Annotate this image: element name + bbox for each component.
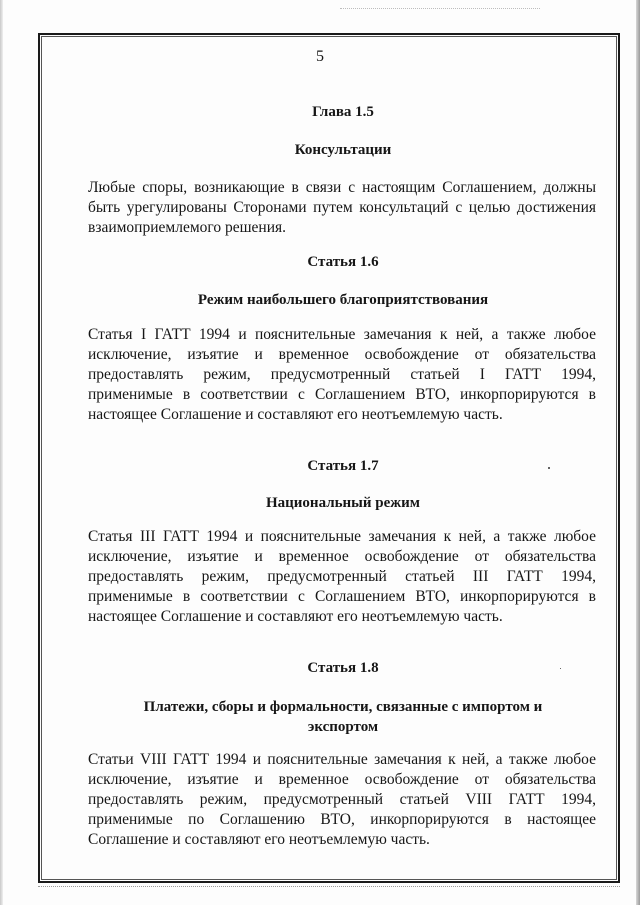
paragraph-line: Статья III ГАТТ 1994 и пояснительные замечания к ней, а также любое xyxy=(88,528,596,545)
paragraph-line: применимые по Соглашению ВТО, инкорпорируются в настоящее xyxy=(88,811,596,828)
section-subheading xyxy=(88,697,598,737)
paragraph-line: Статьи VIII ГАТТ 1994 и пояснительные замечания к ней, а также любое xyxy=(88,751,596,768)
paragraph-line: исключение, изъятие и временное освобождение от обязательства xyxy=(88,548,596,565)
section-subheading: Национальный режим xyxy=(265,495,421,511)
section-heading: Статья 1.7 xyxy=(307,458,379,474)
paragraph-line: взаимоприемлемого решения. xyxy=(88,219,287,236)
paragraph-line: предоставлять режим, предусмотренный статьей I ГАТТ 1994, xyxy=(88,366,596,383)
section-paragraph xyxy=(88,178,596,238)
section-subheading: Консультации xyxy=(294,142,392,158)
section-heading: Глава 1.5 xyxy=(312,104,374,120)
scan-edge-left xyxy=(0,0,3,905)
paragraph-line: применимые в соответствии с Соглашением ВТО, инкорпорируются в xyxy=(88,588,596,605)
paragraph-line: исключение, изъятие и временное освобождение от обязательства xyxy=(88,771,596,788)
paragraph-line: исключение, изъятие и временное освобождение от обязательства xyxy=(88,346,596,363)
section-heading: Статья 1.8 xyxy=(307,660,379,676)
paragraph-line: настоящее Соглашение и составляют его неотъемлемую часть. xyxy=(88,608,503,625)
paragraph-line: Любые споры, возникающие в связи с настоящим Соглашением, должны xyxy=(88,179,596,196)
scan-edge-right xyxy=(636,0,640,905)
scan-noise xyxy=(340,8,540,10)
subheading-line: экспортом xyxy=(307,719,379,735)
section-subheading: Режим наибольшего благоприятствования xyxy=(197,292,489,308)
section-paragraph xyxy=(88,325,596,425)
paragraph-line: предоставлять режим, предусмотренный статьей III ГАТТ 1994, xyxy=(88,568,596,585)
paragraph-line: применимые в соответствии с Соглашением ВТО, инкорпорируются в xyxy=(88,386,596,403)
paragraph-line: Статья I ГАТТ 1994 и пояснительные замечания к ней, а также любое xyxy=(88,326,596,343)
section-heading: Статья 1.6 xyxy=(307,254,379,270)
scan-bottom-rule xyxy=(38,886,620,888)
paragraph-line: Соглашение и составляют его неотъемлемую часть. xyxy=(88,831,430,848)
section-paragraph xyxy=(88,750,596,850)
section-paragraph xyxy=(88,527,596,627)
subheading-line: Платежи, сборы и формальности, связанные с импортом и xyxy=(143,699,543,715)
paragraph-line: предоставлять режим, предусмотренный статьей VIII ГАТТ 1994, xyxy=(88,791,596,808)
paragraph-line: быть урегулированы Сторонами путем консультаций с целью достижения xyxy=(88,199,596,216)
page-number: 5 xyxy=(316,48,324,65)
paragraph-line: настоящее Соглашение и составляют его неотъемлемую часть. xyxy=(88,406,503,423)
